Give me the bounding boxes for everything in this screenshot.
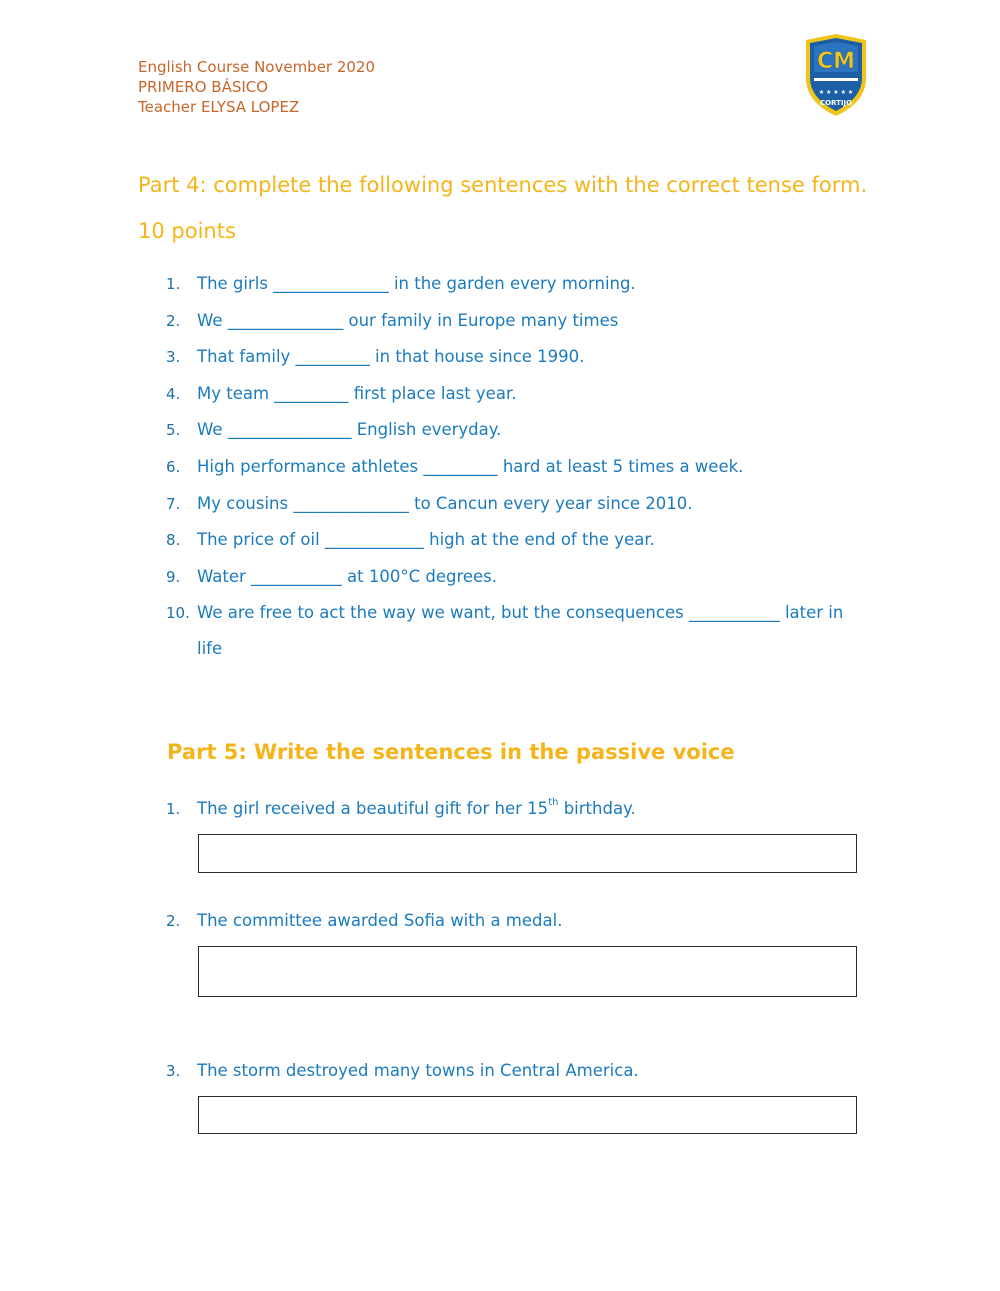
- part5-title: Part 5: Write the sentences in the passive voice: [167, 740, 735, 764]
- answer-box-1[interactable]: [198, 834, 857, 873]
- question-number: 3.: [166, 1062, 181, 1080]
- question-item: [166, 595, 866, 667]
- question-text: The price of oil ____________ high at the end of the year.: [197, 530, 655, 550]
- question-item: [166, 339, 866, 376]
- question-item: [166, 559, 866, 596]
- question-item: [166, 412, 866, 449]
- question-item: [166, 303, 866, 340]
- question-text: That family _________ in that house since 1990.: [197, 347, 585, 367]
- question-text: My cousins ______________ to Cancun every year since 2010.: [197, 493, 693, 513]
- question-text: The girls ______________ in the garden every morning.: [197, 274, 636, 293]
- question-text: We ______________ our family in Europe many times: [197, 310, 619, 330]
- question-text: We _______________ English everyday.: [197, 420, 502, 440]
- question-number: 3.: [166, 348, 181, 367]
- part4-question-list: [166, 266, 866, 667]
- question-number: 4.: [166, 384, 181, 403]
- question-text: My team _________ first place last year.: [197, 383, 517, 403]
- question-item: [166, 522, 866, 559]
- question-number: 2.: [166, 311, 181, 330]
- question-number: 9.: [166, 567, 181, 586]
- question-item: [166, 486, 866, 523]
- part4-title: Part 4: complete the following sentences with the correct tense form. 10 points: [138, 173, 868, 243]
- question-item: [166, 266, 866, 303]
- logo-caption: CORTIJO: [819, 99, 853, 107]
- svg-text:★ ★ ★ ★ ★: ★ ★ ★ ★ ★: [818, 89, 854, 96]
- question-number: 10.: [166, 604, 190, 623]
- question-number: 6.: [166, 457, 181, 476]
- question-number: 7.: [166, 494, 181, 513]
- answer-box-2[interactable]: [198, 946, 857, 997]
- question-text: The girl received a beautiful gift for her 15th birthday.: [197, 797, 636, 818]
- logo-letters: CM: [816, 49, 856, 74]
- question-text: We are free to act the way we want, but the consequences ___________ later in life: [197, 603, 844, 659]
- teacher-line: Teacher ELYSA LOPEZ: [138, 98, 300, 116]
- question-number: 1.: [166, 275, 181, 293]
- question-text: The storm destroyed many towns in Central America.: [197, 1061, 639, 1080]
- answer-box-3[interactable]: [198, 1096, 857, 1134]
- question-number: 1.: [166, 800, 181, 818]
- question-item: [166, 449, 866, 486]
- header-block: [138, 57, 375, 117]
- question-number: 8.: [166, 531, 181, 550]
- question-text: Water ___________ at 100°C degrees.: [197, 566, 498, 586]
- question-number: 2.: [166, 912, 181, 930]
- question-text: The committee awarded Sofia with a medal.: [197, 911, 563, 930]
- school-logo: [802, 32, 870, 118]
- question-item: [166, 376, 866, 413]
- question-number: 5.: [166, 421, 181, 440]
- question-text: High performance athletes _________ hard at least 5 times a week.: [197, 456, 744, 476]
- grade-line: PRIMERO BÁSICO: [138, 78, 269, 96]
- course-line: English Course November 2020: [138, 58, 376, 76]
